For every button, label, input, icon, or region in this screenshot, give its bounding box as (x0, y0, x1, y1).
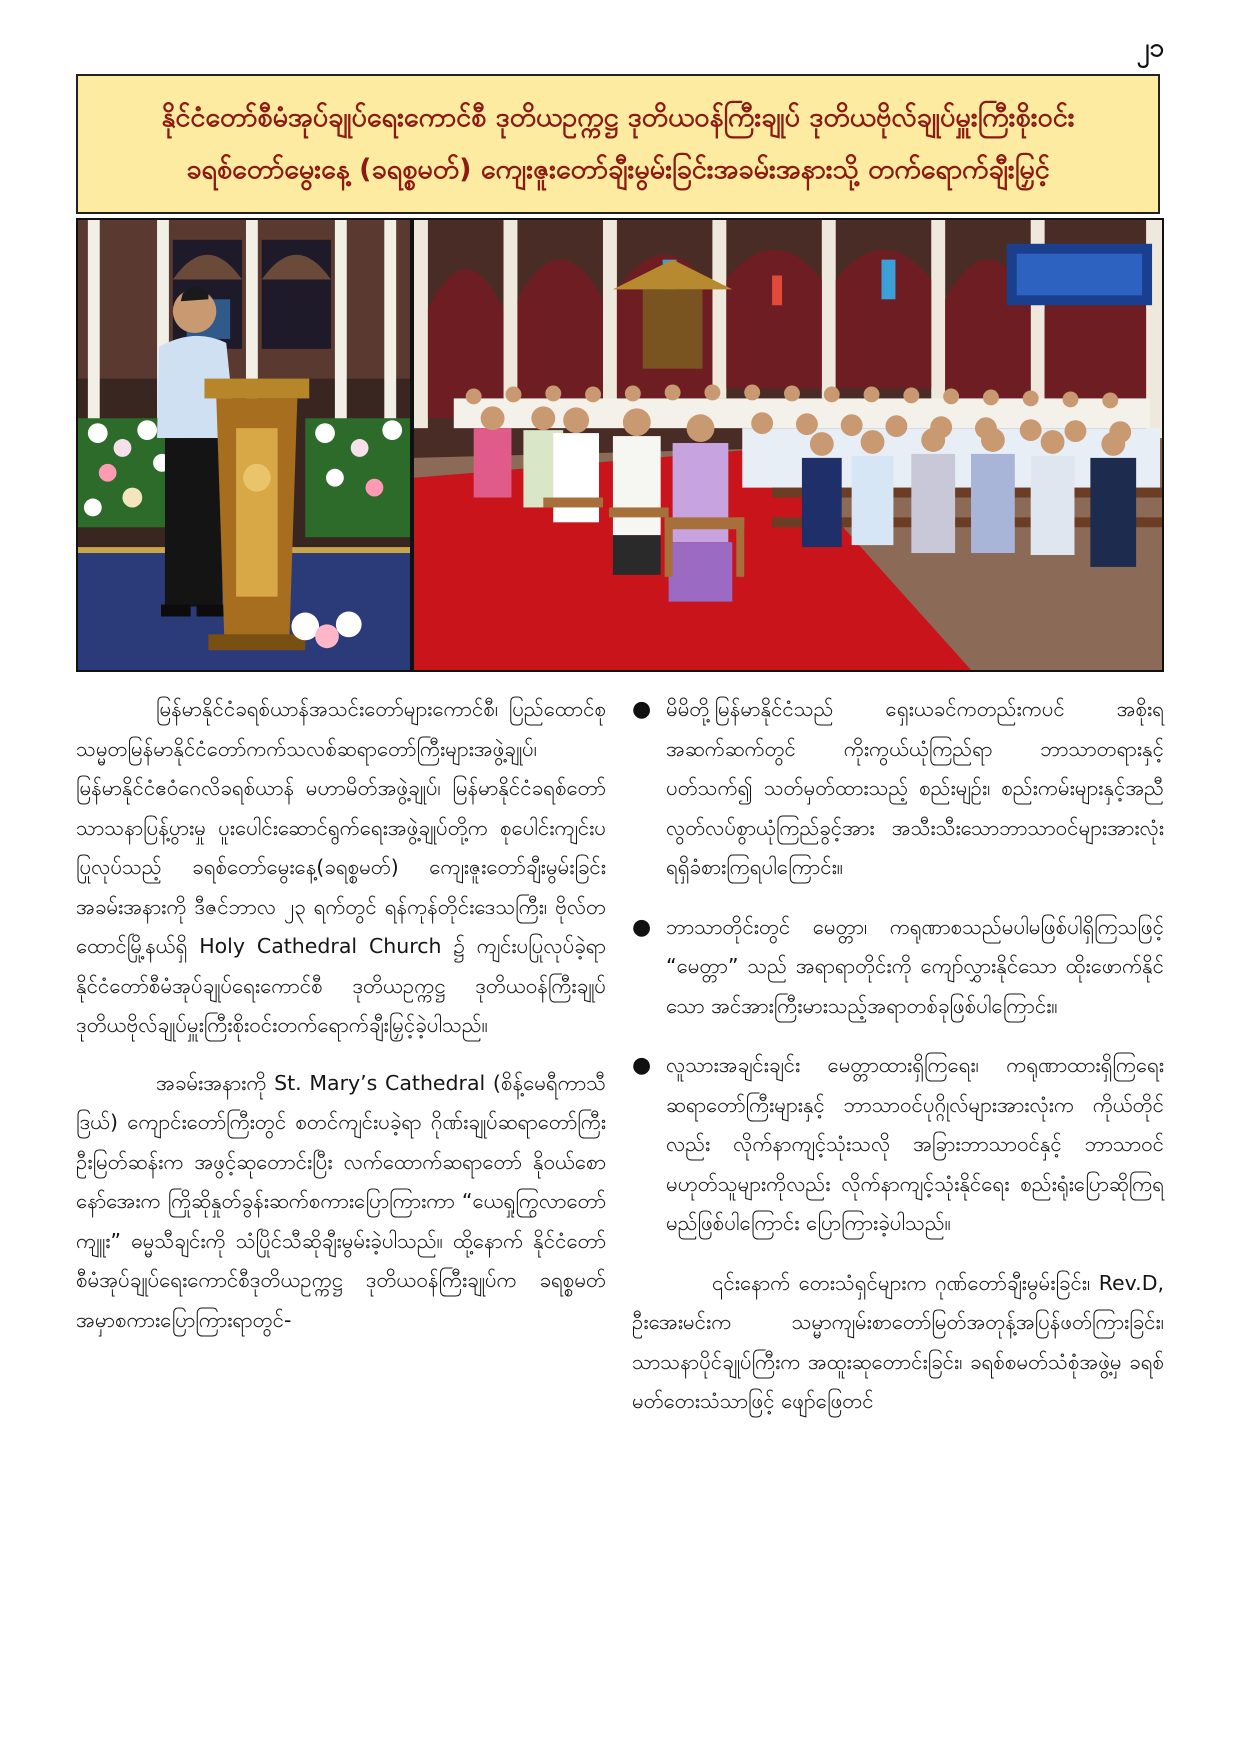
bullet-text: မိမိတို့မြန်မာနိုင်ငံသည် ရှေးယခင်ကတည်းကပင် အစိုးရအဆက်ဆက်တွင် ကိုးကွယ်ယုံကြည်ရာ ဘာသာတရားနှင့်ပတ်သက်၍ သတ်မှတ်ထားသည့် စည်းမျဉ်း၊ စည်းကမ်းများနှင့်အညီ လွတ်လပ်စွာယုံကြည်ခွင့်အား အသီးသီးသောဘာသာဝင်များအားလုံး ရရှိခံစားကြရပါကြောင်း။ (666, 697, 1164, 879)
headline-line-1: နိုင်ငံတော်စီမံအုပ်ချုပ်ရေးကောင်စီ ဒုတိယဥက္ကဋ္ဌ ဒုတိယဝန်ကြီးချုပ် ဒုတိယဗိုလ်ချုပ်မှူးကြီးစိုးဝင်း (161, 102, 1075, 133)
bullet-dot-icon: ● (632, 914, 652, 940)
intro-paragraph: မြန်မာနိုင်ငံခရစ်ယာန်အသင်းတော်များကောင်စီ၊ ပြည်ထောင်စုသမ္မတမြန်မာနိုင်ငံတော်ကက်သလစ်ဆရာတော်ကြီးများအဖွဲ့ချုပ်၊ မြန်မာနိုင်ငံဧဝံဂေလိခရစ်ယာန် မဟာမိတ်အဖွဲ့ချုပ်၊ မြန်မာနိုင်ငံခရစ်တော်သာသနာပြန့်ပွားမှု ပူးပေါင်းဆောင်ရွက်ရေးအဖွဲ့ချုပ်တို့က စုပေါင်းကျင်းပပြုလုပ်သည့် ခရစ်တော်မွေးနေ့(ခရစ္စမတ်) ကျေးဇူးတော်ချီးမွမ်းခြင်းအခမ်းအနားကို ဒီဇင်ဘာလ ၂၃ ရက်တွင် ရန်ကုန်တိုင်းဒေသကြီး၊ ဗိုလ်တထောင်မြို့နယ်ရှိ Holy Cathedral Church ၌ ကျင်းပပြုလုပ်ခဲ့ရာ နိုင်ငံတော်စီမံအုပ်ချုပ်ရေးကောင်စီ ဒုတိယဥက္ကဋ္ဌ ဒုတိယဝန်ကြီးချုပ် ဒုတိယဗိုလ်ချုပ်မှူးကြီးစိုးဝင်းတက်ရောက်ချီးမြှင့်ခဲ့ပါသည်။ (76, 697, 606, 1037)
left-column (76, 690, 606, 1358)
ceremony-paragraph: အခမ်းအနားကို St. Mary’s Cathedral (စိန့်မေရီကာသီဒြယ်) ကျောင်းတော်ကြီးတွင် စတင်ကျင်းပခဲ့ရာ ဂိုဏ်းချုပ်ဆရာတော်ကြီး ဦးမြတ်ဆန်းက အဖွင့်ဆုတောင်းပြီး လက်ထောက်ဆရာတော် နိုဝယ်စောနော်အေးက ကြိုဆိုနှုတ်ခွန်းဆက်စကားပြောကြားကာ “ယေရှုကြွလာတော်ကျူး” ဓမ္မသီချင်းကို သံပြိုင်သီဆိုချီးမွမ်းခဲ့ပါသည်။ ထို့နောက် နိုင်ငံတော်စီမံအုပ်ချုပ်ရေးကောင်စီဒုတိယဥက္ကဋ္ဌ ဒုတိယဝန်ကြီးချုပ်က ခရစ္စမတ်အမှာစကားပြောကြားရာတွင်- (76, 1070, 606, 1332)
bullet-text: ဘာသာတိုင်းတွင် မေတ္တာ၊ ကရုဏာစသည်မပါမဖြစ်ပါရှိကြသဖြင့် “မေတ္တာ” သည် အရာရာတိုင်းကို ကျော်လွှားနိုင်သော ထိုးဖောက်နိုင်သော အင်အားကြီးမားသည့်အရာတစ်ခုဖြစ်ပါကြောင်း။ (666, 914, 1164, 1018)
bullet-item (632, 690, 1164, 888)
bullet-item (632, 1046, 1164, 1244)
bullet-dot-icon: ● (632, 697, 652, 722)
right-column (632, 690, 1164, 1440)
cathedral-audience-photo (412, 218, 1164, 672)
audience-photo-illustration (414, 220, 1162, 670)
speaker-photo-illustration (78, 220, 410, 670)
page-number: ၂၁ (1136, 33, 1164, 63)
speaker-at-podium-photo (76, 218, 412, 672)
headline-box (76, 74, 1160, 214)
headline-line-2: ခရစ်တော်မွေးနေ့ (ခရစ္စမတ်) ကျေးဇူးတော်ချီးမွမ်းခြင်းအခမ်းအနားသို့ တက်ရောက်ချီးမြှင့် (186, 154, 1050, 185)
bullet-item (632, 908, 1164, 1027)
bullet-text: လူသားအချင်းချင်း မေတ္တာထားရှိကြရေး၊ ကရုဏာထားရှိကြရေး ဆရာတော်ကြီးများနှင့် ဘာသာဝင်ပုဂ္ဂိုလ်များအားလုံးက ကိုယ်တိုင်လည်း လိုက်နာကျင့်သုံးသလို အခြားဘာသာဝင်နှင့် ဘာသာဝင်မဟုတ်သူများကိုလည်း လိုက်နာကျင့်သုံးနိုင်ရေး စည်းရုံးပြောဆိုကြရမည်ဖြစ်ပါကြောင်း ပြောကြားခဲ့ပါသည်။ (666, 1053, 1164, 1235)
bullet-dot-icon: ● (632, 1053, 652, 1078)
closing-paragraph: ၎င်းနောက် တေးသံရှင်များက ဂုဏ်တော်ချီးမွမ်းခြင်း၊ Rev.D, ဦးအေးမင်းက သမ္မာကျမ်းစာတော်မြတ်အတုန့်အပြန်ဖတ်ကြားခြင်း၊ သာသနာပိုင်ချုပ်ကြီးက အထူးဆုတောင်းခြင်း၊ ခရစ်စမတ်သံစုံအဖွဲ့မှ ခရစ်မတ်တေးသံသာဖြင့် ဖျော်ဖြေတင် (632, 1270, 1164, 1413)
